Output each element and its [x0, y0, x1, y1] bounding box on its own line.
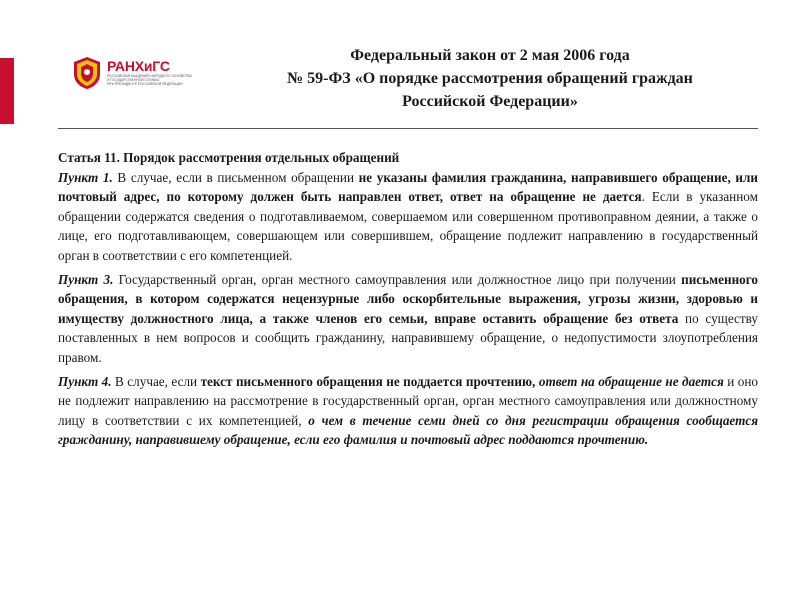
clause-label: Пункт 1. [58, 169, 113, 185]
logo [72, 55, 200, 91]
clause-label: Пункт 3. [58, 271, 114, 287]
title-line: Федеральный закон от 2 мая 2006 года [350, 47, 630, 64]
paragraph-4 [58, 372, 758, 450]
text: В случае, если [111, 373, 201, 389]
emblem-icon [72, 56, 102, 90]
text: по существу поставленных в нем вопросов и сообщить гражданину, направившему обращение, о недопустимости злоупотребления правом. [58, 310, 758, 365]
divider [58, 128, 758, 129]
emphasis: письменного обращения, в котором содержатся нецензурные либо оскорбительные выражения, угрозы жизни, здоровью и имуществу должностного лица, а также членов его семьи, вправе оставить обращение без ответа [58, 271, 759, 326]
title-line: Российской Федерации» [402, 93, 578, 110]
emphasis: не указаны фамилия гражданина, направившего обращение, или почтовый адрес, по которому должен быть направлен ответ, ответ на обращение не дается [58, 169, 758, 205]
logo-subtitle-line: ПРИ ПРЕЗИДЕНТЕ РОССИЙСКОЙ ФЕДЕРАЦИИ [107, 81, 183, 86]
text: и оно не подлежит направлению на рассмотрение в государственный орган, орган местного самоуправления или должностному лицу в соответствии с их компетенцией, [58, 373, 758, 428]
text: В случае, если в письменном обращении [112, 169, 359, 185]
slide-title [210, 44, 770, 113]
emphasis: текст письменного обращения не поддается прочтению, [200, 373, 536, 389]
logo-subtitle [107, 75, 192, 86]
logo-subtitle-line: И ГОСУДАРСТВЕННОЙ СЛУЖБЫ [107, 78, 160, 83]
accent-bar [0, 58, 14, 124]
title-line: № 59-ФЗ «О порядке рассмотрения обращений граждан [287, 70, 693, 87]
article-body [58, 148, 758, 450]
logo-text [107, 59, 192, 86]
paragraph-3 [58, 270, 758, 368]
logo-subtitle-line: РОССИЙСКАЯ АКАДЕМИЯ НАРОДНОГО ХОЗЯЙСТВА [107, 74, 192, 79]
text: Государственный орган, орган местного самоуправления или должностное лицо при получении [113, 271, 682, 287]
text: . Если в указанном обращении содержатся сведения о подготавливаемом, совершаемом или совершенном противоправном деянии, а также о лице, его подготавливающем, совершающем или совершившем, обращение подлежит направлению в государственный орган в соответствии с его компетенцией. [58, 189, 758, 263]
article-title: Статья 11. Порядок рассмотрения отдельных обращений [58, 150, 400, 165]
clause-label: Пункт 4. [58, 373, 112, 389]
paragraph-1 [58, 148, 758, 266]
emphasis-italic: о чем в течение семи дней со дня регистрации обращения сообщается гражданину, направившему обращение, если его фамилия и почтовый адрес поддаются прочтению. [58, 412, 759, 448]
logo-name: РАНХиГС [107, 58, 170, 75]
emphasis-italic: ответ на обращение не дается [538, 373, 724, 389]
